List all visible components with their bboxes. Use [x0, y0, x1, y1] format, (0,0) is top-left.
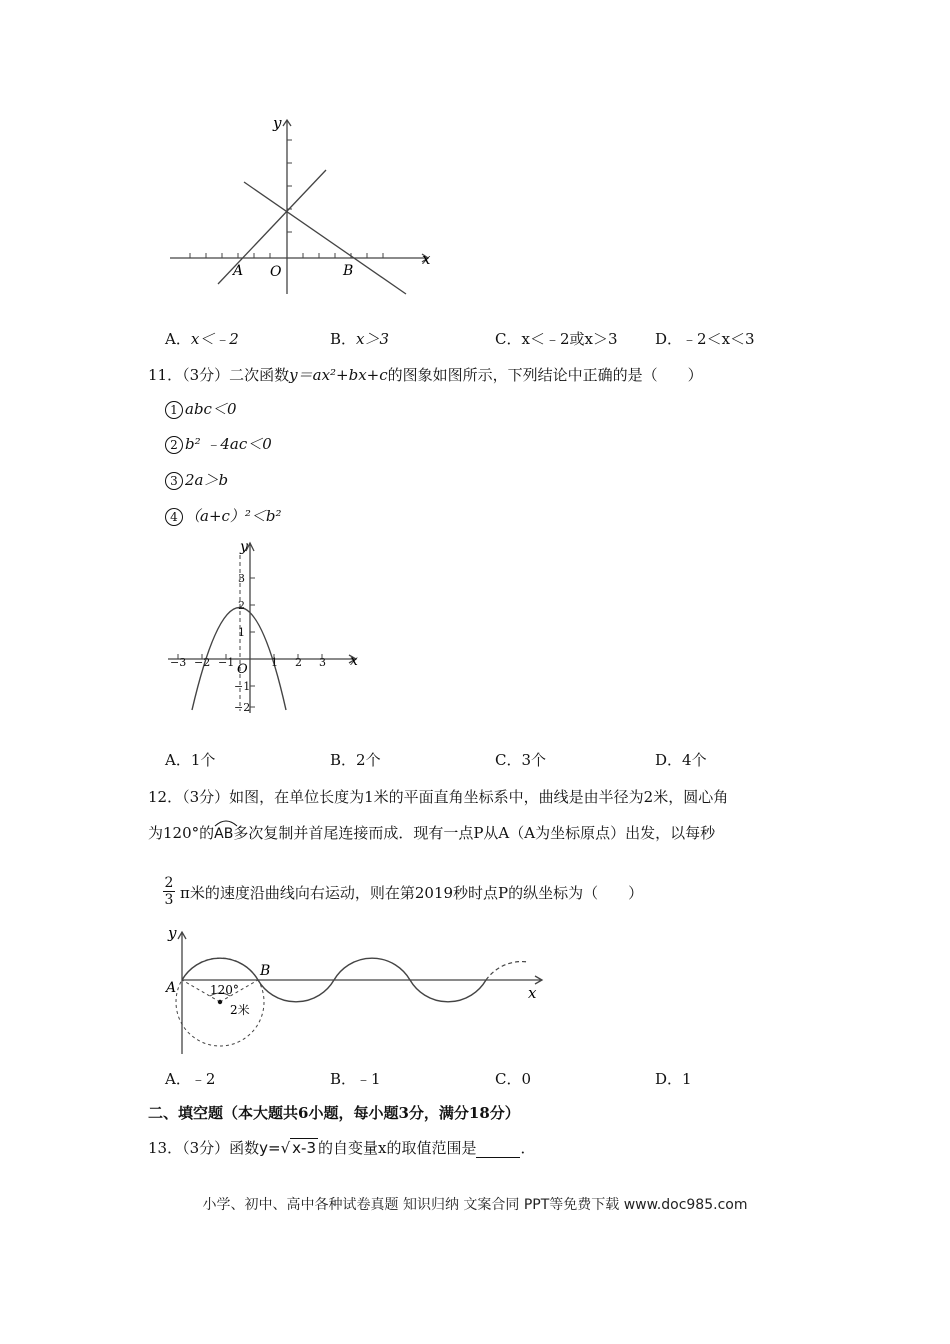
q11-y-tick: 1: [238, 626, 245, 639]
q11-origin-label: O: [237, 662, 248, 677]
q11-stem: [148, 364, 703, 385]
q10-point-b-label: B: [343, 263, 354, 279]
q12-x-label: x: [528, 984, 537, 1002]
q10-option-d[interactable]: D．﹣2＜x＜3: [655, 330, 755, 348]
circled-number-3: 3: [165, 472, 183, 490]
q11-x-label: x: [350, 653, 358, 669]
section-heading-fill-in: 二、填空题（本大题共6小题，每小题3分，满分18分）: [148, 1104, 520, 1122]
q12-point-b-label: B: [260, 963, 271, 979]
page-footer: 小学、初中、高中各种试卷真题 知识归纳 文案合同 PPT等免费下载 www.doc985.com: [202, 1197, 748, 1213]
q13-end: ．: [520, 1139, 536, 1157]
q12-point-a-label: A: [166, 980, 177, 996]
q11-item-2: [165, 433, 272, 454]
q10-option-b[interactable]: B．x＞3: [330, 330, 390, 348]
q11-item-1: [165, 398, 237, 419]
q11-item-3: [165, 469, 228, 490]
q11-option-b[interactable]: B．2个: [330, 751, 381, 769]
q10-y-label: y: [273, 114, 282, 132]
q12-line-1-text: 如图，在单位长度为1米的平面直角坐标系中，曲线是由半径为2米，圆心角: [229, 788, 729, 806]
circled-number-1: 1: [165, 401, 183, 419]
q12-number: 12．: [148, 788, 183, 806]
q11-y-tick: −1: [234, 680, 251, 693]
fraction-denominator: 3: [164, 892, 174, 908]
q11-item-4-text: （a+c）²＜b²: [185, 507, 282, 525]
circled-number-4: 4: [165, 508, 183, 526]
q12-graph: [160, 920, 550, 1055]
q11-x-tick: 1: [271, 656, 278, 669]
q11-option-a[interactable]: A．1个: [165, 751, 216, 769]
q12-option-c[interactable]: C．0: [495, 1070, 532, 1088]
q11-option-c[interactable]: C．3个: [495, 751, 547, 769]
q11-y-tick: −2: [234, 701, 251, 714]
q11-x-tick: −2: [194, 656, 211, 669]
q13-pre: 函数: [229, 1139, 260, 1157]
q10-x-label: x: [422, 250, 431, 268]
q11-graph: [162, 535, 367, 715]
q11-y-tick: 3: [238, 572, 245, 585]
q11-number: 11．: [148, 366, 183, 384]
q10-point-a-label: A: [233, 263, 244, 279]
q12-line-2-pre: 为120°的: [148, 824, 215, 842]
q11-item-2-text: b² ﹣4ac＜0: [185, 435, 272, 453]
q11-x-tick: 2: [295, 656, 302, 669]
q11-item-4: [165, 505, 282, 526]
q11-stem-post: 的图象如图所示，下列结论中正确的是（ ）: [387, 366, 703, 384]
q12-angle-label: 120°: [210, 983, 239, 997]
q11-score: （3分）: [182, 366, 230, 384]
q11-y-label: y: [240, 539, 248, 555]
q12-option-b[interactable]: B．﹣1: [330, 1070, 381, 1088]
q12-y-label: y: [168, 924, 177, 942]
q13-number: 13．: [148, 1139, 183, 1157]
q10-option-c[interactable]: C．x＜﹣2或x＞3: [495, 330, 618, 348]
q12-fraction: [163, 875, 175, 908]
q12-option-a[interactable]: A．﹣2: [165, 1070, 216, 1088]
q11-item-3-text: 2a＞b: [185, 471, 229, 489]
q10-graph: [160, 110, 450, 300]
q11-y-tick: 2: [238, 599, 245, 612]
q12-score: （3分）: [182, 788, 230, 806]
q13-score: （3分）: [182, 1139, 230, 1157]
q12-stem-line-1: [148, 786, 728, 807]
q11-item-1-text: abc＜0: [185, 400, 237, 418]
q12-stem-line-2: [148, 822, 715, 843]
q11-x-tick: 3: [319, 656, 326, 669]
q12-line-2-post: 多次复制并首尾连接而成．现有一点P从A（A为坐标原点）出发，以每秒: [233, 824, 716, 842]
q12-radius-label: 2米: [230, 1003, 250, 1017]
circled-number-2: 2: [165, 436, 183, 454]
q11-x-tick: −3: [170, 656, 187, 669]
q12-option-d[interactable]: D．1: [655, 1070, 692, 1088]
q11-function: y＝ax²+bx+c: [289, 366, 388, 384]
q13-function: y=√ x-3: [259, 1139, 317, 1157]
answer-blank[interactable]: [476, 1143, 520, 1158]
q12-stem-line-3: π米的速度沿曲线向右运动，则在第2019秒时点P的纵坐标为（ ）: [180, 884, 644, 902]
q10-option-a[interactable]: A．x＜﹣2: [165, 330, 239, 348]
q11-option-d[interactable]: D．4个: [655, 751, 707, 769]
fraction-numerator: 2: [164, 875, 174, 891]
q10-origin-label: O: [270, 264, 282, 280]
q13-post: 的自变量x的取值范围是: [318, 1139, 477, 1157]
q11-x-tick: −1: [218, 656, 235, 669]
q13-stem: [148, 1137, 536, 1158]
q11-stem-pre: 二次函数: [229, 366, 290, 384]
arc-ab-notation: AB: [214, 822, 233, 842]
